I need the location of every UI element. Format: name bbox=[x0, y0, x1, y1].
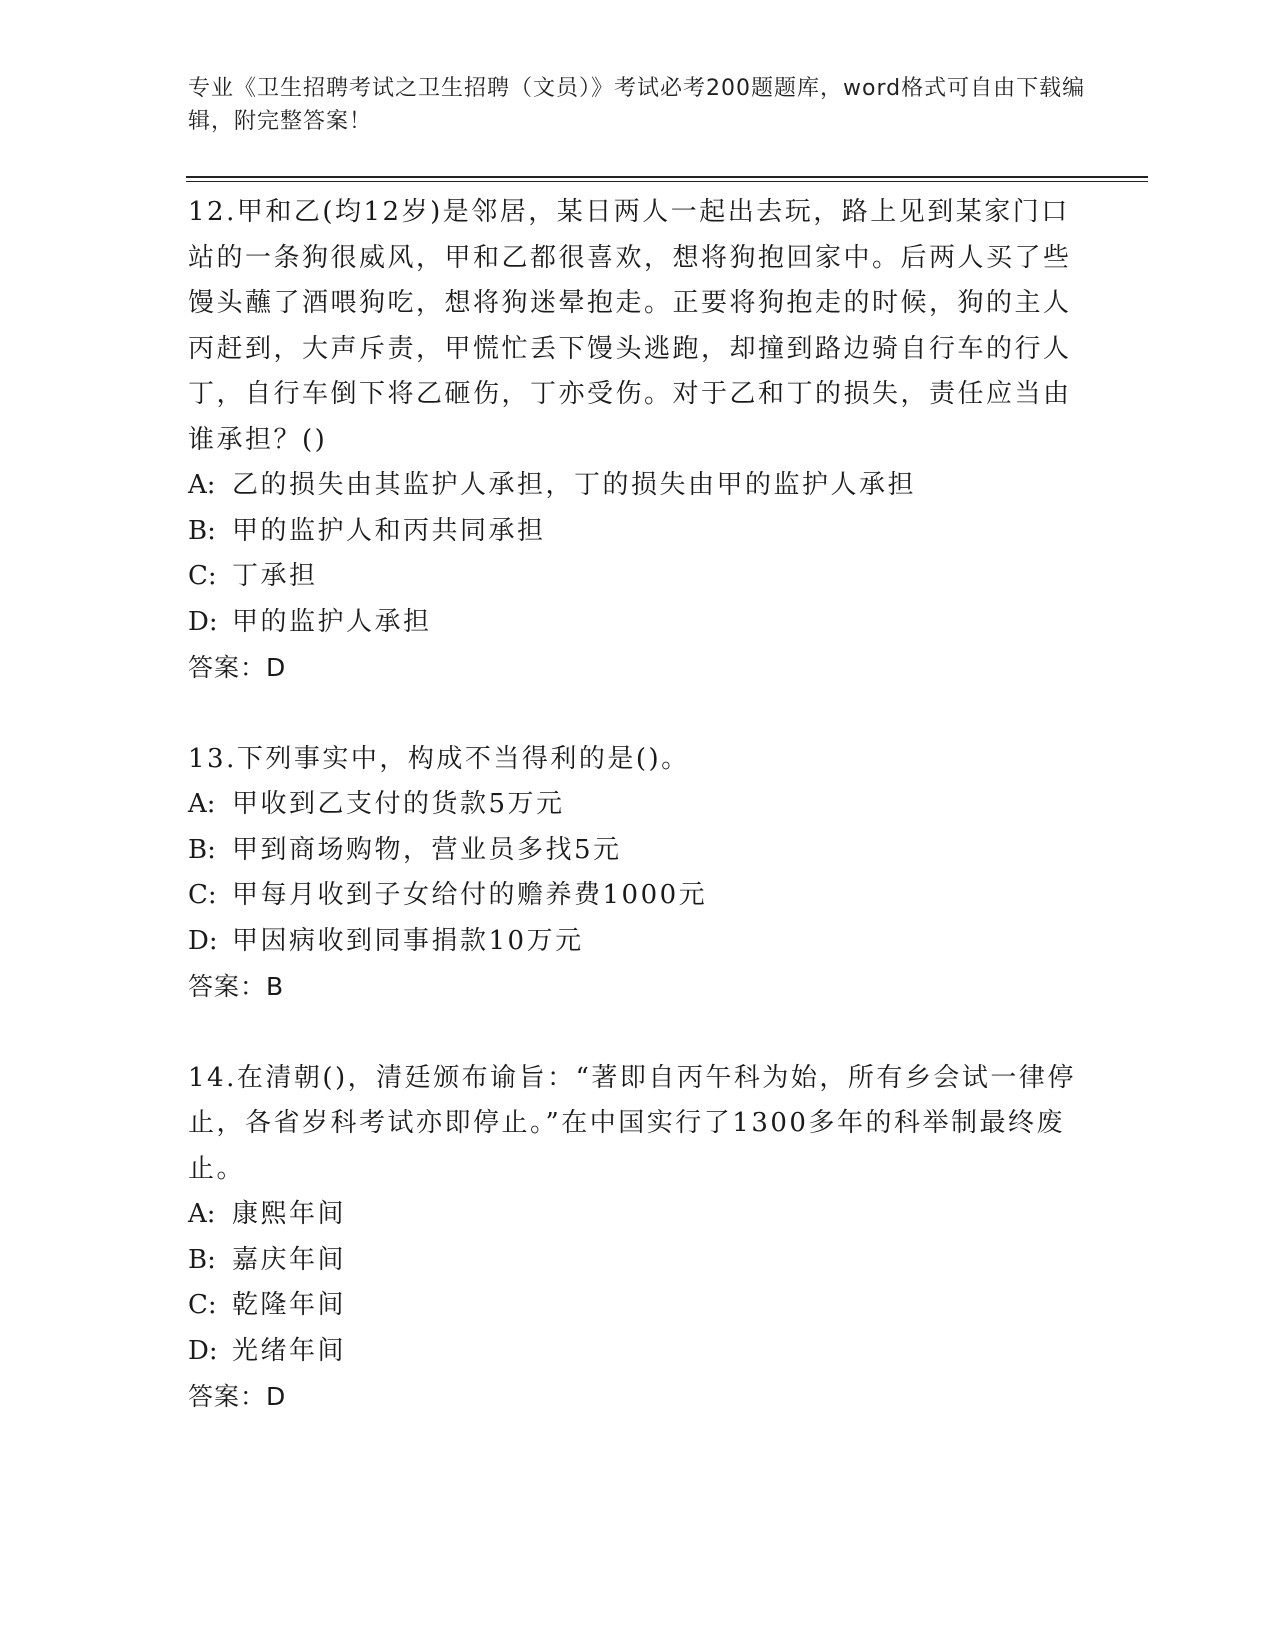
option-a bbox=[188, 782, 1088, 828]
question-12 bbox=[188, 190, 1088, 691]
question-list bbox=[188, 190, 1088, 1466]
option-c bbox=[188, 1283, 1088, 1329]
answer-line: 答案：D bbox=[188, 653, 287, 682]
option-c bbox=[188, 554, 1088, 600]
answer-line: 答案：D bbox=[188, 1382, 287, 1411]
option-letter: C: bbox=[188, 1290, 217, 1320]
option-a bbox=[188, 463, 1088, 509]
document-header: 专业《卫生招聘考试之卫生招聘（文员）》考试必考200题题库，word格式可自由下载编辑，附完整答案！ bbox=[188, 76, 1086, 134]
question-14 bbox=[188, 1056, 1088, 1420]
question-text: 14.在清朝()，清廷颁布谕旨：“著即自丙午科为始，所有乡会试一律停止，各省岁科考试亦即停止。”在中国实行了1300多年的科举制最终废止。 bbox=[188, 1062, 1076, 1184]
option-c bbox=[188, 873, 1088, 919]
option-letter: B: bbox=[188, 834, 216, 865]
option-text: 甲因病收到同事捐款10万元 bbox=[232, 925, 584, 956]
option-letter: C: bbox=[188, 561, 217, 591]
question-13 bbox=[188, 737, 1088, 1010]
option-text: 乙的损失由其监护人承担，丁的损失由甲的监护人承担 bbox=[232, 470, 917, 500]
option-letter: D: bbox=[188, 925, 218, 956]
question-text: 13.下列事实中，构成不当得利的是()。 bbox=[188, 743, 690, 774]
option-letter: D: bbox=[188, 606, 218, 637]
option-text: 甲每月收到子女给付的赡养费1000元 bbox=[232, 880, 708, 910]
option-letter: A: bbox=[188, 1199, 216, 1229]
option-b bbox=[188, 509, 1088, 555]
option-letter: A: bbox=[188, 470, 216, 500]
option-letter: A: bbox=[188, 789, 216, 819]
option-text: 甲收到乙支付的货款5万元 bbox=[232, 789, 565, 819]
option-text: 嘉庆年间 bbox=[232, 1244, 347, 1275]
option-text: 甲到商场购物，营业员多找5元 bbox=[232, 834, 622, 865]
option-b bbox=[188, 828, 1088, 874]
option-d bbox=[188, 1329, 1088, 1375]
option-a bbox=[188, 1192, 1088, 1238]
header-divider bbox=[186, 176, 1148, 182]
option-b bbox=[188, 1238, 1088, 1284]
option-text: 康熙年间 bbox=[232, 1199, 347, 1229]
option-text: 光绪年间 bbox=[232, 1335, 347, 1366]
option-text: 甲的监护人承担 bbox=[232, 606, 432, 637]
option-d bbox=[188, 600, 1088, 646]
option-letter: B: bbox=[188, 1244, 216, 1275]
answer-line: 答案：B bbox=[188, 972, 285, 1001]
option-d bbox=[188, 919, 1088, 965]
option-letter: C: bbox=[188, 880, 217, 910]
option-text: 丁承担 bbox=[232, 561, 318, 591]
question-text: 12.甲和乙(均12岁)是邻居，某日两人一起出去玩，路上见到某家门口站的一条狗很威风，甲和乙都很喜欢，想将狗抱回家中。后两人买了些馒头蘸了酒喂狗吃，想将狗迷晕抱走。正要将狗抱走的时候，狗的主人丙赶到，大声斥责，甲慌忙丢下馒头逃跑，却撞到路边骑自行车的行人丁，自行车倒下将乙砸伤，丁亦受伤。对于乙和丁的损失，责任应当由谁承担？() bbox=[188, 197, 1072, 455]
option-text: 甲的监护人和丙共同承担 bbox=[232, 515, 546, 546]
option-text: 乾隆年间 bbox=[232, 1290, 347, 1320]
option-letter: D: bbox=[188, 1335, 218, 1366]
option-letter: B: bbox=[188, 515, 216, 546]
